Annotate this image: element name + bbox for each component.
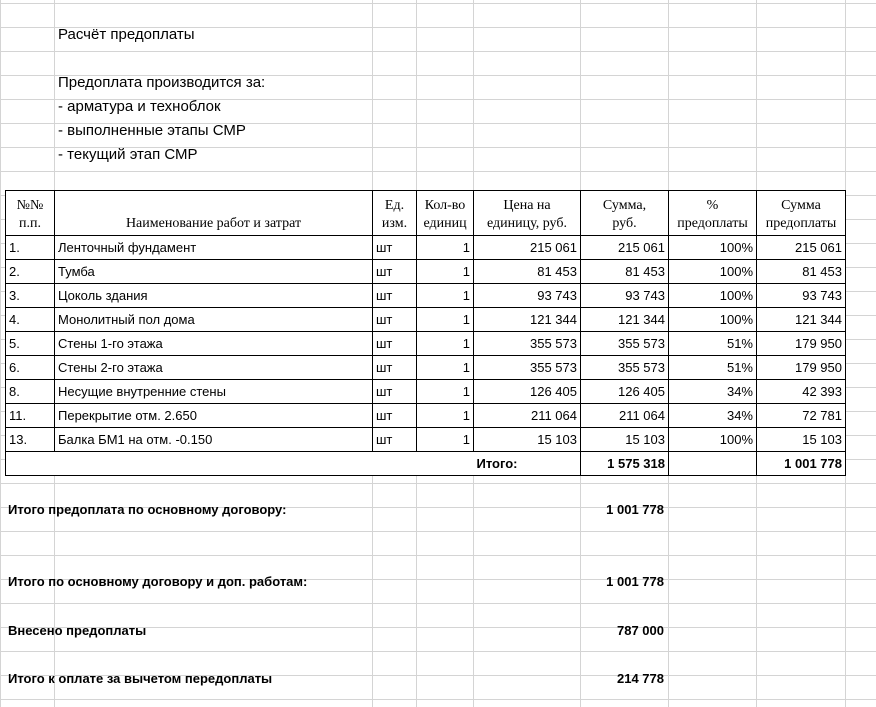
cell-name[interactable]: Стены 1-го этажа [55, 332, 373, 356]
table-header-row [6, 191, 846, 236]
header-name: Наименование работ и затрат [55, 191, 373, 236]
cell-sum[interactable]: 126 405 [581, 380, 669, 404]
cell-unit[interactable]: шт [373, 356, 417, 380]
cell-qty[interactable]: 1 [417, 404, 474, 428]
header-percent: % предоплаты [669, 191, 757, 236]
cell-price[interactable]: 355 573 [474, 332, 581, 356]
total-empty-cell[interactable] [373, 452, 417, 476]
cell-prepayment[interactable]: 215 061 [757, 236, 846, 260]
cell-name[interactable]: Перекрытие отм. 2.650 [55, 404, 373, 428]
cell-percent[interactable]: 100% [669, 236, 757, 260]
cell-prepayment[interactable]: 179 950 [757, 356, 846, 380]
total-empty-cell[interactable] [6, 452, 55, 476]
cell-percent[interactable]: 100% [669, 260, 757, 284]
cell-name[interactable]: Ленточный фундамент [55, 236, 373, 260]
cell-price[interactable]: 93 743 [474, 284, 581, 308]
cell-prepayment[interactable]: 72 781 [757, 404, 846, 428]
cell-price[interactable]: 211 064 [474, 404, 581, 428]
cell-prepayment[interactable]: 93 743 [757, 284, 846, 308]
header-qty: Кол-во единиц [417, 191, 474, 236]
cell-name[interactable]: Цоколь здания [55, 284, 373, 308]
table-row [6, 380, 846, 404]
cell-percent[interactable]: 100% [669, 308, 757, 332]
total-sum[interactable]: 1 575 318 [581, 452, 669, 476]
header-unit: Ед. изм. [373, 191, 417, 236]
cell-qty[interactable]: 1 [417, 236, 474, 260]
table-row [6, 356, 846, 380]
intro-item: - арматура и техноблок [58, 98, 221, 115]
cell-name[interactable]: Стены 2-го этажа [55, 356, 373, 380]
summary-value: 1 001 778 [606, 502, 664, 517]
total-empty-cell[interactable] [55, 452, 373, 476]
summary-value: 214 778 [617, 671, 664, 686]
intro-heading: Предоплата производится за: [58, 74, 266, 91]
cell-percent[interactable]: 34% [669, 404, 757, 428]
cell-prepayment[interactable]: 81 453 [757, 260, 846, 284]
cell-qty[interactable]: 1 [417, 356, 474, 380]
prepayment-table [5, 190, 846, 476]
cell-qty[interactable]: 1 [417, 380, 474, 404]
header-price: Цена на единицу, руб. [474, 191, 581, 236]
table-row [6, 308, 846, 332]
cell-num[interactable]: 3. [6, 284, 55, 308]
cell-name[interactable]: Несущие внутренние стены [55, 380, 373, 404]
table-row [6, 236, 846, 260]
cell-prepayment[interactable]: 121 344 [757, 308, 846, 332]
cell-price[interactable]: 15 103 [474, 428, 581, 452]
summary-label: Итого к оплате за вычетом передоплаты [8, 671, 273, 686]
cell-unit[interactable]: шт [373, 260, 417, 284]
cell-percent[interactable]: 34% [669, 380, 757, 404]
total-empty-cell[interactable] [669, 452, 757, 476]
summary-label: Внесено предоплаты [8, 623, 147, 638]
cell-percent[interactable]: 51% [669, 332, 757, 356]
sheet-title: Расчёт предоплаты [58, 26, 195, 43]
cell-qty[interactable]: 1 [417, 284, 474, 308]
table-row [6, 428, 846, 452]
summary-value: 1 001 778 [606, 574, 664, 589]
cell-unit[interactable]: шт [373, 428, 417, 452]
cell-prepayment[interactable]: 15 103 [757, 428, 846, 452]
summary-value: 787 000 [617, 623, 664, 638]
cell-qty[interactable]: 1 [417, 308, 474, 332]
cell-unit[interactable]: шт [373, 404, 417, 428]
summary-label: Итого по основному договору и доп. работам: [8, 574, 308, 589]
cell-price[interactable]: 355 573 [474, 356, 581, 380]
cell-num[interactable]: 6. [6, 356, 55, 380]
cell-qty[interactable]: 1 [417, 428, 474, 452]
cell-percent[interactable]: 100% [669, 284, 757, 308]
cell-sum[interactable]: 81 453 [581, 260, 669, 284]
cell-sum[interactable]: 211 064 [581, 404, 669, 428]
cell-percent[interactable]: 51% [669, 356, 757, 380]
total-empty-cell[interactable] [417, 452, 474, 476]
cell-sum[interactable]: 355 573 [581, 356, 669, 380]
cell-sum[interactable]: 93 743 [581, 284, 669, 308]
cell-num[interactable]: 4. [6, 308, 55, 332]
cell-prepayment[interactable]: 42 393 [757, 380, 846, 404]
cell-unit[interactable]: шт [373, 332, 417, 356]
cell-num[interactable]: 13. [6, 428, 55, 452]
cell-num[interactable]: 1. [6, 236, 55, 260]
cell-unit[interactable]: шт [373, 284, 417, 308]
summary-label: Итого предоплата по основному договору: [8, 502, 287, 517]
header-prepayment: Сумма предоплаты [757, 191, 846, 236]
cell-qty[interactable]: 1 [417, 332, 474, 356]
cell-num[interactable]: 2. [6, 260, 55, 284]
table-row [6, 404, 846, 428]
table-row [6, 332, 846, 356]
table-row [6, 260, 846, 284]
cell-sum[interactable]: 121 344 [581, 308, 669, 332]
cell-unit[interactable]: шт [373, 380, 417, 404]
cell-sum[interactable]: 215 061 [581, 236, 669, 260]
cell-num[interactable]: 8. [6, 380, 55, 404]
total-row [6, 452, 846, 476]
cell-price[interactable]: 121 344 [474, 308, 581, 332]
cell-num[interactable]: 5. [6, 332, 55, 356]
table-row [6, 284, 846, 308]
cell-sum[interactable]: 15 103 [581, 428, 669, 452]
cell-num[interactable]: 11. [6, 404, 55, 428]
cell-prepayment[interactable]: 179 950 [757, 332, 846, 356]
cell-name[interactable]: Монолитный пол дома [55, 308, 373, 332]
cell-qty[interactable]: 1 [417, 260, 474, 284]
intro-item: - текущий этап СМР [58, 146, 198, 163]
cell-price[interactable]: 81 453 [474, 260, 581, 284]
cell-price[interactable]: 215 061 [474, 236, 581, 260]
cell-sum[interactable]: 355 573 [581, 332, 669, 356]
cell-unit[interactable]: шт [373, 308, 417, 332]
total-prepayment[interactable]: 1 001 778 [757, 452, 846, 476]
cell-percent[interactable]: 100% [669, 428, 757, 452]
cell-name[interactable]: Тумба [55, 260, 373, 284]
total-label[interactable]: Итого: [474, 452, 581, 476]
cell-price[interactable]: 126 405 [474, 380, 581, 404]
header-sum: Сумма, руб. [581, 191, 669, 236]
cell-unit[interactable]: шт [373, 236, 417, 260]
cell-name[interactable]: Балка БМ1 на отм. -0.150 [55, 428, 373, 452]
header-num: №№ п.п. [6, 191, 55, 236]
intro-item: - выполненные этапы СМР [58, 122, 246, 139]
